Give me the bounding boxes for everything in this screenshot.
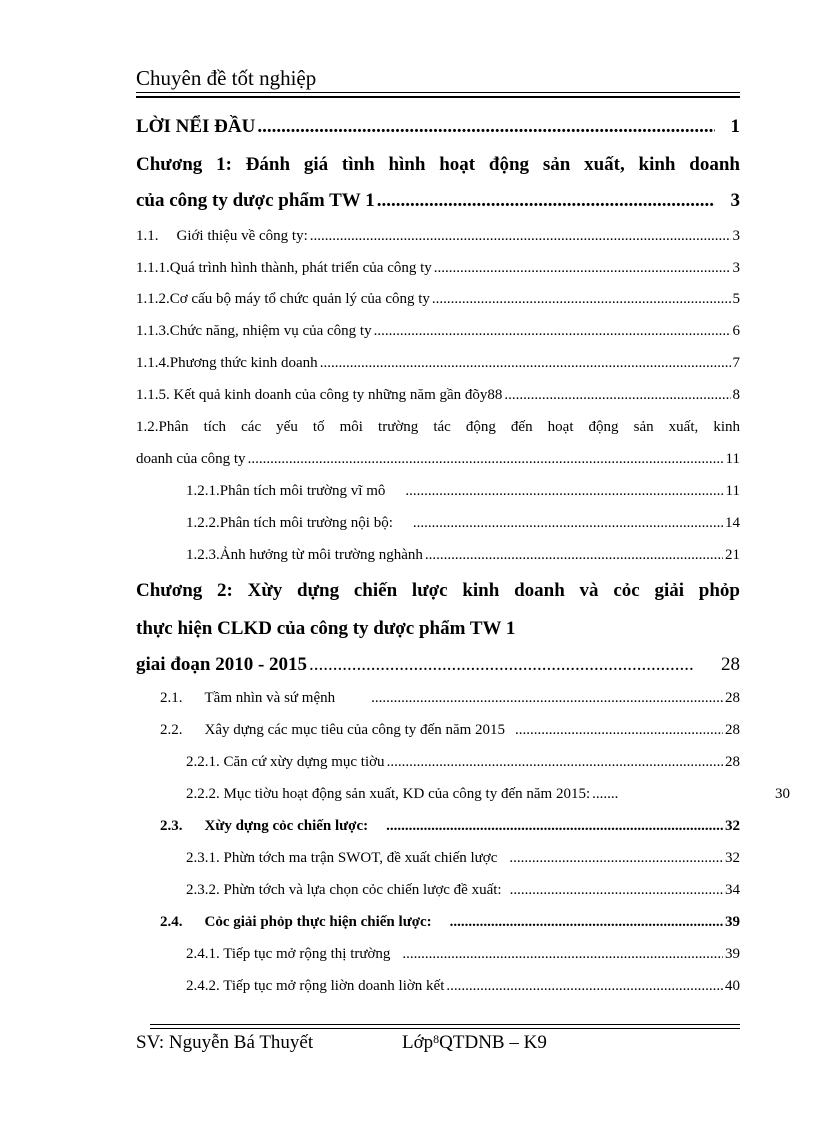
toc-entry-1-1-1[interactable]: 1.1.1.Quá trình hình thành, phát triển của công ty ..... 3: [136, 260, 740, 277]
toc-entry-2-2[interactable]: 2.2. Xây dựng các mục tiêu của công ty đến năm 2015 ..... 28: [160, 722, 740, 739]
toc-entry-1-2[interactable]: 1.2.Phân tích các yếu tố môi trường tác động đến hoạt động sản xuất, kinh: [136, 419, 740, 435]
toc-entry-chapter2-line2[interactable]: thực hiện CLKD của công ty dược phẩm TW 1: [136, 618, 516, 639]
toc-entry-2-3[interactable]: 2.3. Xừy dựng cỏc chiến lược: ..... 32: [160, 818, 740, 835]
toc-entry-2-3-2[interactable]: 2.3.2. Phừn tớch và lựa chọn cỏc chiến lược đề xuất: ..... 34: [186, 882, 740, 899]
toc-entry-1-1-5[interactable]: 1.1.5. Kết quả kinh doanh của công ty những năm gần đõy88 ..... 8: [136, 387, 740, 404]
toc-entry-1-2-cont[interactable]: doanh của công ty ..... 11: [136, 451, 740, 468]
toc-entry-1-2-1[interactable]: 1.2.1.Phân tích môi trường vĩ mô ..... 11: [186, 483, 740, 500]
toc-entry-chapter2-line3[interactable]: giai đoạn 2010 - 2015 ..... 28: [136, 654, 740, 676]
toc-entry-preface[interactable]: LỜI NỂI ĐẦU ..... 1: [136, 116, 740, 138]
header-rule: [136, 92, 740, 93]
toc-entry-1-1[interactable]: 1.1. Giới thiệu về công ty: ..... 3: [136, 228, 740, 245]
toc-entry-2-4[interactable]: 2.4. Cỏc giải phỏp thực hiện chiến lược: ..... 39: [160, 914, 740, 931]
toc-entry-1-1-2[interactable]: 1.1.2.Cơ cấu bộ máy tổ chức quản lý của công ty ..... 5: [136, 291, 740, 308]
footer-class: Lớp$^8$QTDNB – K9: [402, 1032, 547, 1053]
footer-student: SV: Nguyễn Bá Thuyết: [136, 1032, 314, 1053]
footer-rule: [150, 1024, 740, 1025]
toc-entry-chapter1-cont[interactable]: của công ty dược phẩm TW 1 ..... 3: [136, 190, 740, 212]
toc-entry-chapter1[interactable]: Chương 1: Đánh giá tình hình hoạt động sản xuất, kinh doanh: [136, 154, 740, 175]
toc-entry-2-4-1[interactable]: 2.4.1. Tiếp tục mở rộng thị trường ..... 39: [186, 946, 740, 963]
toc-entry-2-2-2[interactable]: 2.2.2. Mục tiờu hoạt động sản xuất, KD của công ty đến năm 2015: ....... 30: [186, 786, 790, 802]
toc-entry-2-3-1[interactable]: 2.3.1. Phừn tớch ma trận SWOT, đề xuất chiến lược ..... 32: [186, 850, 740, 867]
toc-entry-2-2-1[interactable]: 2.2.1. Căn cứ xừy dựng mục tiờu ..... 28: [186, 754, 740, 771]
toc-entry-chapter2[interactable]: Chương 2: Xừy dựng chiến lược kinh doanh và cỏc giải phỏp: [136, 580, 740, 601]
toc-entry-2-1[interactable]: 2.1. Tầm nhìn và sứ mệnh ..... 28: [160, 690, 740, 707]
header-title: Chuyên đề tốt nghiệp: [136, 66, 317, 90]
toc-entry-2-4-2[interactable]: 2.4.2. Tiếp tục mở rộng liờn doanh liờn kết ..... 40: [186, 978, 740, 995]
toc-entry-1-1-4[interactable]: 1.1.4.Phương thức kinh doanh ..... 7: [136, 355, 740, 372]
toc-entry-1-2-3[interactable]: 1.2.3.Ảnh hưởng từ môi trường nghành ..... 21: [186, 547, 740, 564]
toc-entry-1-2-2[interactable]: 1.2.2.Phân tích môi trường nội bộ: ..... 14: [186, 515, 740, 532]
footer-rule-second: [150, 1028, 740, 1029]
header-rule-thick: [136, 96, 740, 98]
toc-entry-1-1-3[interactable]: 1.1.3.Chức năng, nhiệm vụ của công ty ..... 6: [136, 323, 740, 340]
